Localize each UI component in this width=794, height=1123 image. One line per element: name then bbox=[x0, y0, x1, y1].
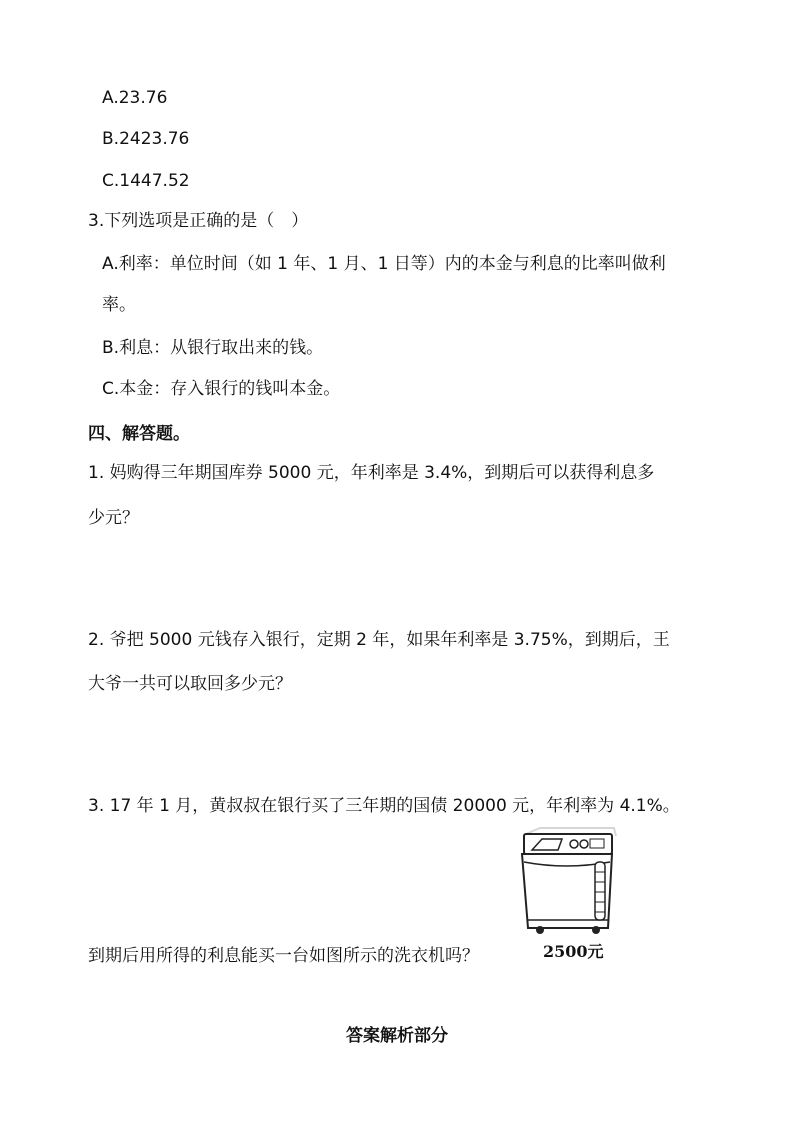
answer-section-title: 答案解析部分 bbox=[346, 1026, 448, 1046]
problem-3-line1: 3. 17 年 1 月，黄叔叔在银行买了三年期的国债 20000 元，年利率为 4.1%。 bbox=[88, 796, 680, 816]
question-3-option-c: C.本金：存入银行的钱叫本金。 bbox=[102, 379, 341, 399]
question-3-option-a-line2: 率。 bbox=[102, 295, 136, 315]
option-c-prev: C.1447.52 bbox=[102, 171, 190, 191]
problem-3-line2: 到期后用所得的利息能买一台如图所示的洗衣机吗？ bbox=[88, 946, 479, 966]
washer-price-label: 2500元 bbox=[543, 942, 604, 961]
problem-1-line2: 少元？ bbox=[88, 508, 139, 528]
washing-machine-illustration bbox=[518, 826, 626, 938]
question-3-option-b: B.利息：从银行取出来的钱。 bbox=[102, 338, 324, 358]
problem-2-line2: 大爷一共可以取回多少元？ bbox=[88, 674, 292, 694]
question-3-stem: 3.下列选项是正确的是（ ） bbox=[88, 211, 309, 231]
question-3-option-a-line1: A.利率：单位时间（如 1 年、1 月、1 日等）内的本金与利息的比率叫做利 bbox=[102, 254, 666, 274]
problem-2-line1: 2. 爷把 5000 元钱存入银行，定期 2 年，如果年利率是 3.75%，到期后，王 bbox=[88, 630, 670, 650]
option-a-prev: A.23.76 bbox=[102, 88, 168, 108]
section-heading: 四、解答题。 bbox=[88, 424, 190, 444]
problem-1-line1: 1. 妈购得三年期国库券 5000 元，年利率是 3.4%，到期后可以获得利息多 bbox=[88, 463, 655, 483]
option-b-prev: B.2423.76 bbox=[102, 129, 190, 149]
